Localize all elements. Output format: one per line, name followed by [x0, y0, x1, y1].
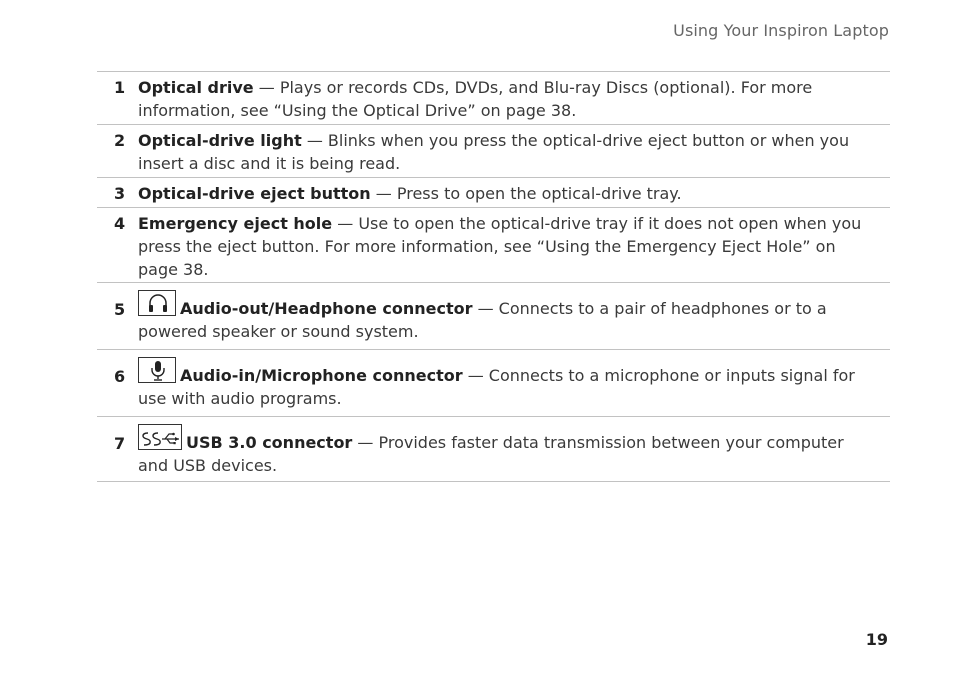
- item-number: 3: [114, 184, 126, 203]
- item-number: 5: [114, 300, 126, 319]
- item-term: Audio-in/Microphone connector: [180, 366, 463, 385]
- item-description: — Connects to a pair of headphones or to a powered speaker or sound system.: [138, 299, 827, 341]
- item-number: 2: [114, 131, 126, 150]
- item-term: Optical-drive light: [138, 131, 302, 150]
- list-item: [97, 125, 890, 178]
- list-item: [97, 72, 890, 125]
- headphone-icon: [138, 290, 176, 316]
- item-description: — Press to open the optical-drive tray.: [375, 184, 682, 203]
- item-number: 7: [114, 434, 126, 453]
- item-number: 4: [114, 214, 126, 233]
- list-item: [97, 208, 890, 283]
- page-header: Using Your Inspiron Laptop: [673, 21, 889, 40]
- item-term: Audio-out/Headphone connector: [180, 299, 473, 318]
- item-description: — Connects to a microphone or inputs signal for use with audio programs.: [138, 366, 855, 408]
- list-item: [97, 350, 890, 417]
- connector-list: [97, 71, 890, 482]
- usb-superspeed-icon: [138, 424, 182, 450]
- item-description: — Use to open the optical-drive tray if it does not open when you press the eject button. For more information, see “Using the Emergency Eject Hole” on page 38.: [138, 214, 862, 279]
- item-description: — Provides faster data transmission between your computer and USB devices.: [138, 433, 844, 475]
- item-term: USB 3.0 connector: [186, 433, 353, 452]
- page-number: 19: [865, 630, 888, 649]
- list-item: [97, 178, 890, 208]
- item-number: 1: [114, 78, 126, 97]
- item-number: 6: [114, 367, 126, 386]
- item-term: Optical-drive eject button: [138, 184, 371, 203]
- item-description: — Plays or records CDs, DVDs, and Blu-ray Discs (optional). For more information, see “Using the Optical Drive” on page 38.: [138, 78, 813, 120]
- item-term: Emergency eject hole: [138, 214, 333, 233]
- item-term: Optical drive: [138, 78, 254, 97]
- item-description: — Blinks when you press the optical-drive eject button or when you insert a disc and it is being read.: [138, 131, 850, 173]
- list-item: [97, 417, 890, 482]
- list-item: [97, 283, 890, 350]
- microphone-icon: [138, 357, 176, 383]
